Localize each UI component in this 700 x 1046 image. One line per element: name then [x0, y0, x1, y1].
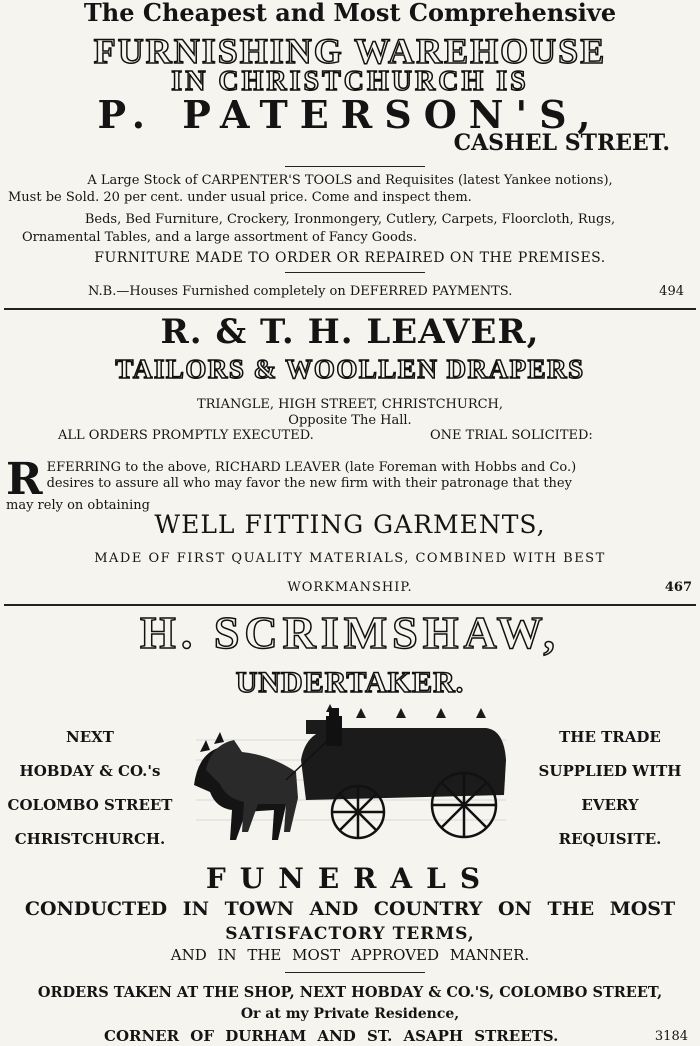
ad2-paragraph — [6, 454, 694, 514]
ad3-left-column — [0, 720, 180, 856]
ad3-manner: AND IN THE MOST APPROVED MANNER. — [170, 946, 530, 964]
ad1-nb-line: N.B.—Houses Furnished completely on DEFERRED PAYMENTS. — [88, 284, 513, 299]
ad3-short-rule — [285, 972, 425, 973]
ad2-paragraph-line3: may rely on obtaining — [6, 498, 150, 513]
ad3-left-line1: NEXT — [66, 728, 114, 746]
ad1-short-rule-2 — [285, 272, 425, 273]
ad3-left-line3: COLOMBO STREET — [7, 796, 173, 814]
ad2-workmanship: WORKMANSHIP. — [287, 580, 413, 595]
ad3-funerals: FUNERALS — [205, 862, 495, 895]
ad2-paragraph-line1: EFERRING to the above, RICHARD LEAVER (late Foreman with Hobbs and Co.) — [46, 460, 577, 475]
ad3-number: 3184 — [654, 1029, 688, 1044]
ad2-number: 467 — [664, 580, 692, 595]
ad3-right-line4: REQUISITE. — [558, 830, 662, 848]
ad3-terms: SATISFACTORY TERMS, — [225, 924, 475, 944]
ad3-conducted: CONDUCTED IN TOWN AND COUNTRY ON THE MOST — [24, 898, 676, 920]
ad3-residence: Or at my Private Residence, — [240, 1006, 460, 1022]
ad1-furnishing-warehouse: FURNISHING WAREHOUSE — [93, 31, 607, 71]
ad2-orders: ALL ORDERS PROMPTLY EXECUTED. — [58, 428, 314, 443]
hearse-illustration — [186, 700, 516, 850]
ad1-short-rule — [285, 166, 425, 167]
ad2-trial: ONE TRIAL SOLICITED: — [430, 428, 593, 443]
ad3-orders: ORDERS TAKEN AT THE SHOP, NEXT HOBDAY & CO.'S, COLOMBO STREET, — [37, 984, 663, 1001]
ad2-business-name: R. & T. H. LEAVER, — [160, 312, 540, 352]
ad3-right-line1: THE TRADE — [559, 728, 661, 746]
ad2-paragraph-line2: desires to assure all who may favor the new firm with their patronage that they — [46, 476, 572, 491]
ad1-street: CASHEL STREET. — [453, 130, 670, 156]
ad1-paragraph1-line1: A Large Stock of CARPENTER'S TOOLS and Requisites (latest Yankee notions), — [87, 173, 613, 188]
ad1-paragraph1-line2: Must be Sold. 20 per cent. under usual price. Come and inspect them. — [8, 190, 472, 205]
ad3-trade: UNDERTAKER. — [235, 666, 465, 699]
ad2-address: TRIANGLE, HIGH STREET, CHRISTCHURCH, — [196, 397, 504, 412]
ad2-trade: TAILORS & WOOLLEN DRAPERS — [115, 354, 585, 384]
ad1-number: 494 — [659, 284, 684, 299]
ad1-business-name: P. PATERSON'S, — [97, 92, 603, 137]
ad3-corner: CORNER OF DURHAM AND ST. ASAPH STREETS. — [104, 1027, 559, 1045]
ad1-paragraph2-line1: Beds, Bed Furniture, Crockery, Ironmongery, Cutlery, Carpets, Floorcloth, Rugs, — [84, 212, 616, 227]
ad3-left-line2: HOBDAY & CO.'s — [19, 762, 161, 780]
ad1-paragraph2-line2: Ornamental Tables, and a large assortment of Fancy Goods. — [22, 230, 417, 245]
ad1-top-line: The Cheapest and Most Comprehensive — [83, 0, 617, 27]
ad2-drop-cap: R — [6, 454, 43, 505]
ad1-in-christchurch: IN CHRISTCHURCH IS — [171, 66, 529, 97]
ad3-business-name: H. SCRIMSHAW, — [140, 607, 560, 658]
divider-rule-1 — [4, 308, 696, 310]
ad2-opposite: Opposite The Hall. — [288, 413, 412, 428]
ad2-materials: MADE OF FIRST QUALITY MATERIALS, COMBINED WITH BEST — [94, 551, 606, 566]
ad3-left-line4: CHRISTCHURCH. — [14, 830, 166, 848]
ad3-right-line2: SUPPLIED WITH — [538, 762, 682, 780]
ad3-right-column — [520, 720, 700, 856]
ad1-furniture-line: FURNITURE MADE TO ORDER OR REPAIRED ON THE PREMISES. — [94, 250, 606, 266]
ad3-right-line3: EVERY — [581, 796, 639, 814]
ad2-garments: WELL FITTING GARMENTS, — [154, 510, 546, 539]
